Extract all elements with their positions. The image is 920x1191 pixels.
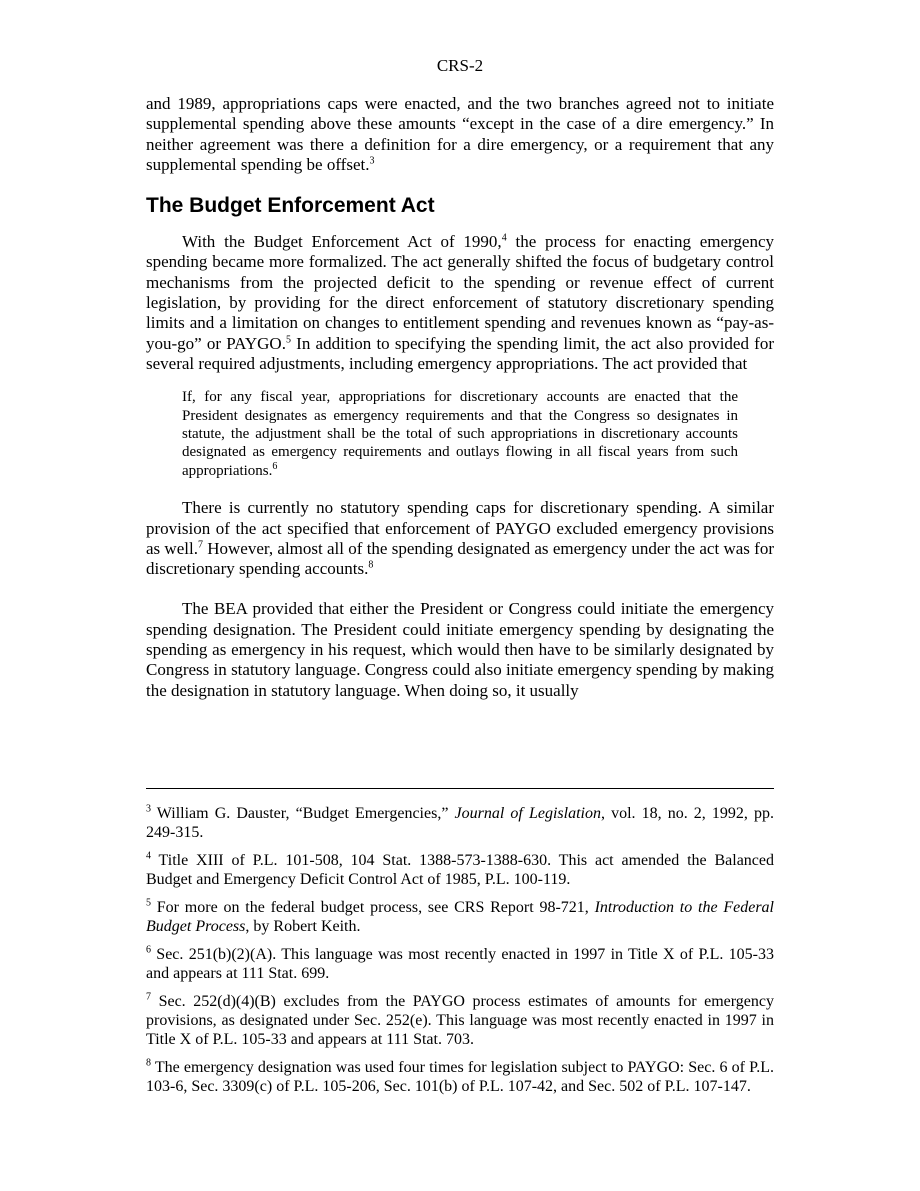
footnotes (146, 804, 774, 1096)
footnote-ref-6[interactable]: 6 (272, 460, 278, 472)
footnote-ref-3[interactable]: 3 (369, 155, 375, 167)
footnote-7: $^7$ Sec. 252(d)(4)(B) excludes from the PAYGO process estimates of amounts for emergency provisions, as designated under Sec. 252(e). This language was most recently enacted in 1997 in Title X of P.L. 105-33 and appears at 111 Stat. 703. (146, 991, 774, 1048)
section-heading: The Budget Enforcement Act (146, 194, 435, 218)
footnote-ref-7[interactable]: 7 (197, 539, 203, 551)
paragraph-3: The BEA provided that either the President or Congress could initiate the emergency spending designation. The President could initiate emergency spending by designating the spending as emergency in his request, which would then have to be similarly designated by Congress in statutory language. Congress could also initiate emergency spending by making the designation in statutory language. When doing so, it usually (146, 599, 774, 700)
footnote-6: $^6$ Sec. 251(b)(2)(A). This language was most recently enacted in 1997 in Title X of P.L. 105-33 and appears at 111 Stat. 699. (146, 944, 774, 982)
main-content (146, 94, 774, 701)
footnote-divider (146, 788, 774, 789)
quote-text: If, for any fiscal year, appropriations for discretionary accounts are enacted that the President designates as emergency requirements and that the Congress so designates in statute, the adjustment shall be the total of such appropriations in discretionary accounts designated as emergency requirements and outlays flowing in all fiscal years from such appropriations.$^6$ (182, 389, 738, 479)
footnote-ref-5[interactable]: 5 (285, 334, 291, 346)
footnote-ref-8[interactable]: 8 (368, 559, 374, 571)
paragraph-1: With the Budget Enforcement Act of 1990,$^4$ the process for enacting emergency spending became more formalized. The act generally shifted the focus of budgetary control mechanisms from the projected deficit to the spending or revenue effect of current legislation, by providing for the direct enforcement of statutory discretionary spending limits and a limitation on changes to entitlement spending and revenues known as “pay-as-you-go” or PAYGO.$^5$ In addition to specifying the spending limit, the act also provided for several required adjustments, including emergency appropriations. The act provided that (146, 232, 775, 373)
footnote-3: $^3$ William G. Dauster, “Budget Emergencies,” Journal of Legislation, vol. 18, no. 2, 1992, pp. 249-315. (146, 803, 775, 841)
footnote-4: $^4$ Title XIII of P.L. 101-508, 104 Stat. 1388-573-1388-630. This act amended the Balanced Budget and Emergency Deficit Control Act of 1985, P.L. 100-119. (146, 850, 774, 888)
footnote-8: $^8$ The emergency designation was used four times for legislation subject to PAYGO: Sec. 6 of P.L. 103-6, Sec. 3309(c) of P.L. 105-206, Sec. 101(b) of P.L. 107-42, and Sec. 502 of P.L. 107-147. (146, 1057, 774, 1095)
page-header: CRS-2 (436, 56, 484, 75)
intro-paragraph: and 1989, appropriations caps were enacted, and the two branches agreed not to initiate supplemental spending above these amounts “except in the case of a dire emergency.” In neither agreement was there a definition for a dire emergency, or a requirement that any supplemental spending be offset.$^3$ (146, 94, 774, 174)
footnote-5: $^5$ For more on the federal budget process, see CRS Report 98-721, Introduction to the Federal Budget Process, by Robert Keith. (146, 897, 774, 935)
paragraph-2: There is currently no statutory spending caps for discretionary spending. A similar provision of the act specified that enforcement of PAYGO excluded emergency provisions as well.$^7$ However, almost all of the spending designated as emergency under the act was for discretionary spending accounts.$^8$ (146, 498, 774, 579)
footnote-ref-4[interactable]: 4 (501, 232, 507, 244)
block-quote (146, 388, 738, 480)
